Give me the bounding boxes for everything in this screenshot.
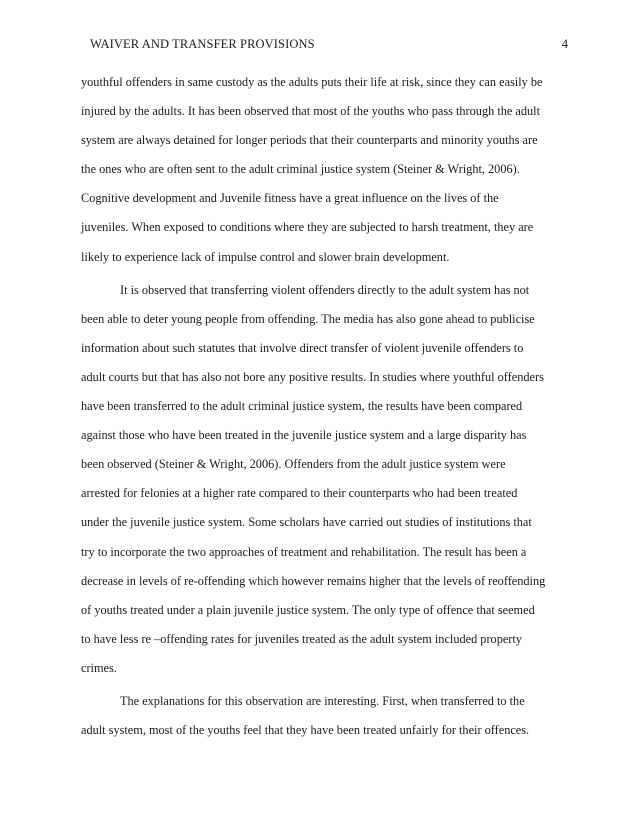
text-line: been observed (Steiner & Wright, 2006). Offenders from the adult justice system were bbox=[81, 457, 506, 472]
text-line: adult courts but that has also not bore any positive results. In studies where youthful offenders bbox=[81, 369, 544, 384]
text-line: have been transferred to the adult criminal justice system, the results have been compared bbox=[81, 399, 523, 414]
paragraph bbox=[81, 687, 561, 745]
text-line: under the juvenile justice system. Some scholars have carried out studies of institutions that bbox=[81, 515, 532, 530]
running-head: WAIVER AND TRANSFER PROVISIONS bbox=[90, 37, 315, 51]
text-line: youthful offenders in same custody as the adults puts their life at risk, since they can easily be bbox=[81, 75, 543, 89]
text-line: against those who have been treated in the juvenile justice system and a large disparity has bbox=[81, 428, 527, 443]
text-line: Cognitive development and Juvenile fitness have a great influence on the lives of the bbox=[81, 191, 499, 206]
text-line: information about such statutes that involve direct transfer of violent juvenile offenders to bbox=[81, 340, 524, 355]
text-line: decrease in levels of re-offending which however remains higher that the levels of reoffending bbox=[81, 573, 546, 588]
body-text bbox=[81, 68, 561, 745]
text-line: try to incorporate the two approaches of treatment and rehabilitation. The result has been a bbox=[81, 544, 527, 559]
text-line: the ones who are often sent to the adult criminal justice system (Steiner & Wright, 2006). bbox=[81, 162, 520, 177]
text-line: of youths treated under a plain juvenile justice system. The only type of offence that seemed bbox=[81, 602, 535, 617]
text-line: crimes. bbox=[81, 660, 117, 675]
text-line: been able to deter young people from offending. The media has also gone ahead to publicise bbox=[81, 311, 535, 326]
text-line: to have less re –offending rates for juveniles treated as the adult system included property bbox=[81, 631, 522, 646]
text-line: adult system, most of the youths feel that they have been treated unfairly for their offences. bbox=[81, 723, 530, 738]
page-number: 4 bbox=[561, 37, 568, 51]
text-line: injured by the adults. It has been observed that most of the youths who pass through the adult bbox=[81, 104, 541, 119]
text-line: juveniles. When exposed to conditions where they are subjected to harsh treatment, they are bbox=[81, 220, 534, 235]
text-line: arrested for felonies at a higher rate compared to their counterparts who had been treated bbox=[81, 486, 518, 501]
text-line: It is observed that transferring violent offenders directly to the adult system has not bbox=[120, 282, 530, 297]
text-line: system are always detained for longer periods that their counterparts and minority youths are bbox=[81, 133, 538, 148]
text-line: The explanations for this observation are interesting. First, when transferred to the bbox=[120, 693, 525, 708]
paragraph bbox=[81, 276, 561, 683]
paragraph bbox=[81, 68, 561, 272]
text-line: likely to experience lack of impulse control and slower brain development. bbox=[81, 249, 450, 264]
